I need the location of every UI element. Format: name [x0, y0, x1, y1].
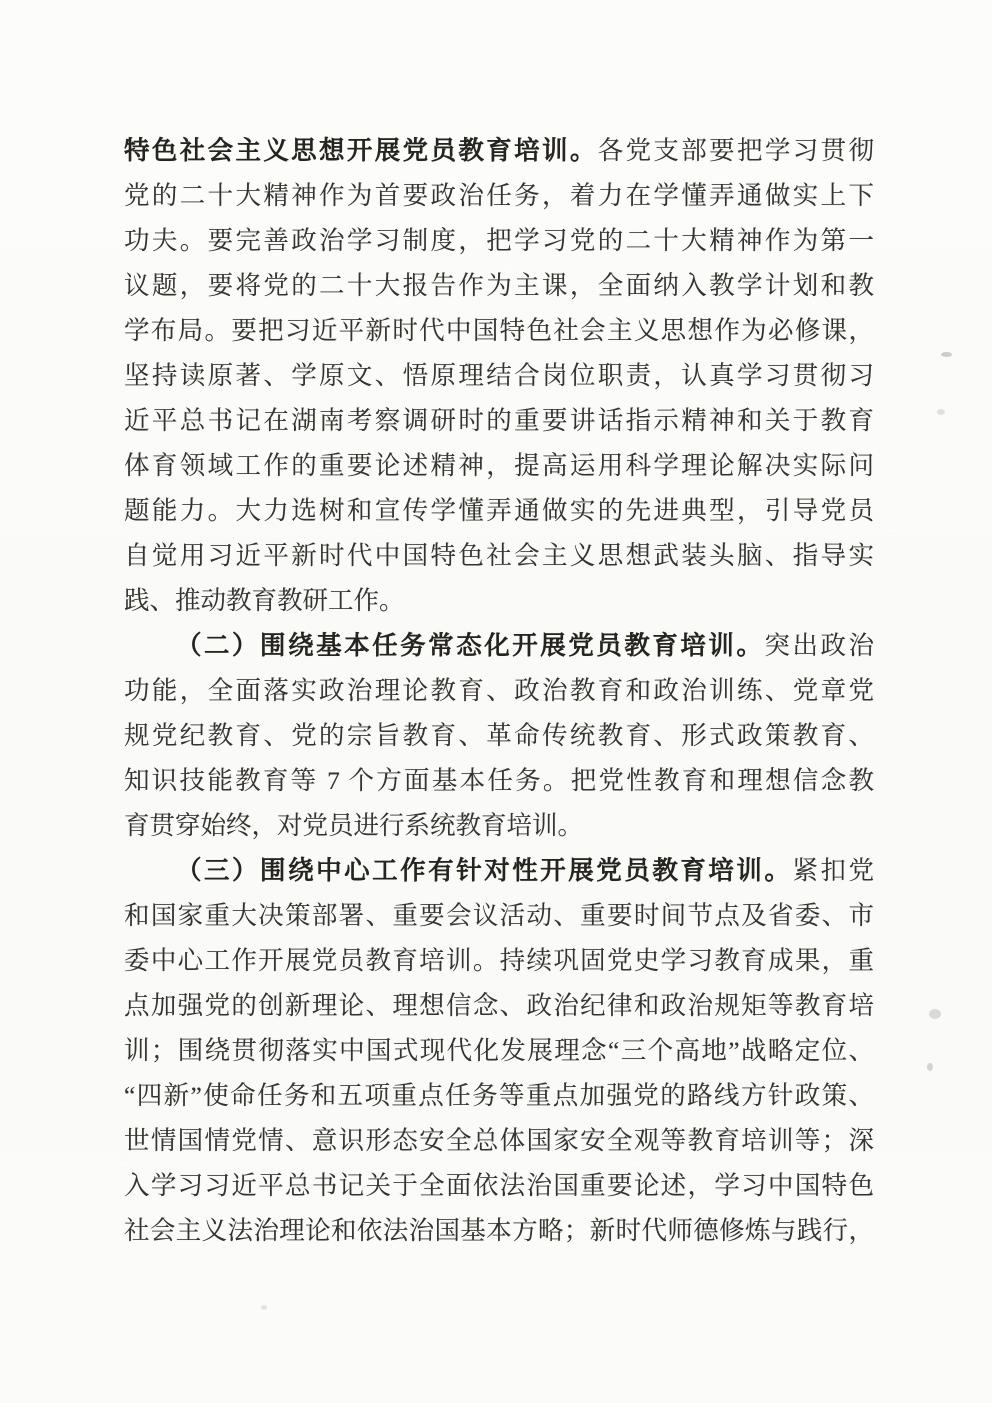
text-line — [124, 938, 874, 983]
body-text-segment: 世情国情党情、意识形态安全总体国家安全观等教育培训等；深 — [124, 1126, 874, 1155]
text-line — [124, 488, 874, 533]
text-line — [124, 1028, 874, 1073]
scan-speck — [937, 409, 945, 415]
body-text-segment: 近平总书记在湖南考察调研时的重要讲话指示精神和关于教育 — [124, 406, 874, 435]
body-text-segment: 规党纪教育、党的宗旨教育、革命传统教育、形式政策教育、 — [124, 721, 874, 750]
text-line — [124, 353, 874, 398]
scan-speck — [927, 1063, 933, 1071]
bold-heading-segment: （二）围绕基本任务常态化开展党员教育培训。 — [176, 631, 765, 660]
text-line — [124, 668, 874, 713]
body-text-segment: 点加强党的创新理论、理想信念、政治纪律和政治规矩等教育培 — [124, 991, 874, 1020]
bold-heading-segment: 特色社会主义思想开展党员教育培训。 — [124, 136, 598, 165]
body-text-segment: 自觉用习近平新时代中国特色社会主义思想武装头脑、指导实 — [124, 541, 874, 570]
body-text-segment: 育贯穿始终，对党员进行系统教育培训。 — [124, 811, 584, 840]
body-text-segment: 知识技能教育等 7 个方面基本任务。把党性教育和理想信念教 — [124, 766, 874, 795]
body-text-segment: 委中心工作开展党员教育培训。持续巩固党史学习教育成果，重 — [124, 946, 874, 975]
body-text-segment: 社会主义法治理论和依法治国基本方略；新时代师德修炼与践行， — [124, 1216, 874, 1245]
text-line — [124, 1208, 874, 1253]
body-text-segment: “四新”使命任务和五项重点任务等重点加强党的路线方针政策、 — [124, 1081, 874, 1110]
text-line — [124, 443, 874, 488]
body-text-segment: 功能，全面落实政治理论教育、政治教育和政治训练、党章党 — [124, 676, 874, 705]
body-text-segment: 题能力。大力选树和宣传学懂弄通做实的先进典型，引导党员 — [124, 496, 874, 525]
text-line — [124, 578, 874, 623]
text-line — [124, 713, 874, 758]
body-text-segment: 坚持读原著、学原文、悟原理结合岗位职责，认真学习贯彻习 — [124, 361, 874, 390]
scan-speck — [929, 1009, 941, 1019]
body-text-segment: 议题，要将党的二十大报告作为主课，全面纳入教学计划和教 — [124, 271, 874, 300]
body-text-segment: 体育领域工作的重要论述精神，提高运用科学理论解决实际问 — [124, 451, 874, 480]
body-text-segment: 党的二十大精神作为首要政治任务，着力在学懂弄通做实上下 — [124, 181, 874, 210]
body-text-segment: 和国家重大决策部署、重要会议活动、重要时间节点及省委、市 — [124, 901, 874, 930]
body-text-segment: 学布局。要把习近平新时代中国特色社会主义思想作为必修课， — [124, 316, 874, 345]
body-text-segment: 践、推动教育教研工作。 — [124, 586, 405, 615]
document-body — [124, 128, 874, 1253]
text-line — [124, 893, 874, 938]
text-line — [124, 848, 874, 893]
text-line — [124, 758, 874, 803]
text-line — [124, 218, 874, 263]
text-line — [124, 308, 874, 353]
body-text-segment: 入学习习近平总书记关于全面依法治国重要论述，学习中国特色 — [124, 1171, 874, 1200]
scan-speck — [261, 1305, 267, 1310]
text-line — [124, 1163, 874, 1208]
body-text-segment: 训；围绕贯彻落实中国式现代化发展理念“三个高地”战略定位、 — [124, 1036, 874, 1065]
text-line — [124, 263, 874, 308]
text-line — [124, 1073, 874, 1118]
text-line — [124, 128, 874, 173]
scan-speck — [941, 352, 952, 357]
text-line — [124, 1118, 874, 1163]
text-line — [124, 623, 874, 668]
body-text-segment: 突出政治 — [764, 631, 874, 660]
body-text-segment: 各党支部要把学习贯彻 — [597, 136, 874, 165]
body-text-segment: 功夫。要完善政治学习制度，把学习党的二十大精神作为第一 — [124, 226, 874, 255]
text-line — [124, 398, 874, 443]
body-text-segment: 紧扣党 — [792, 856, 874, 885]
text-line — [124, 533, 874, 578]
text-line — [124, 803, 874, 848]
text-line — [124, 173, 874, 218]
text-line — [124, 983, 874, 1028]
bold-heading-segment: （三）围绕中心工作有针对性开展党员教育培训。 — [176, 856, 793, 885]
